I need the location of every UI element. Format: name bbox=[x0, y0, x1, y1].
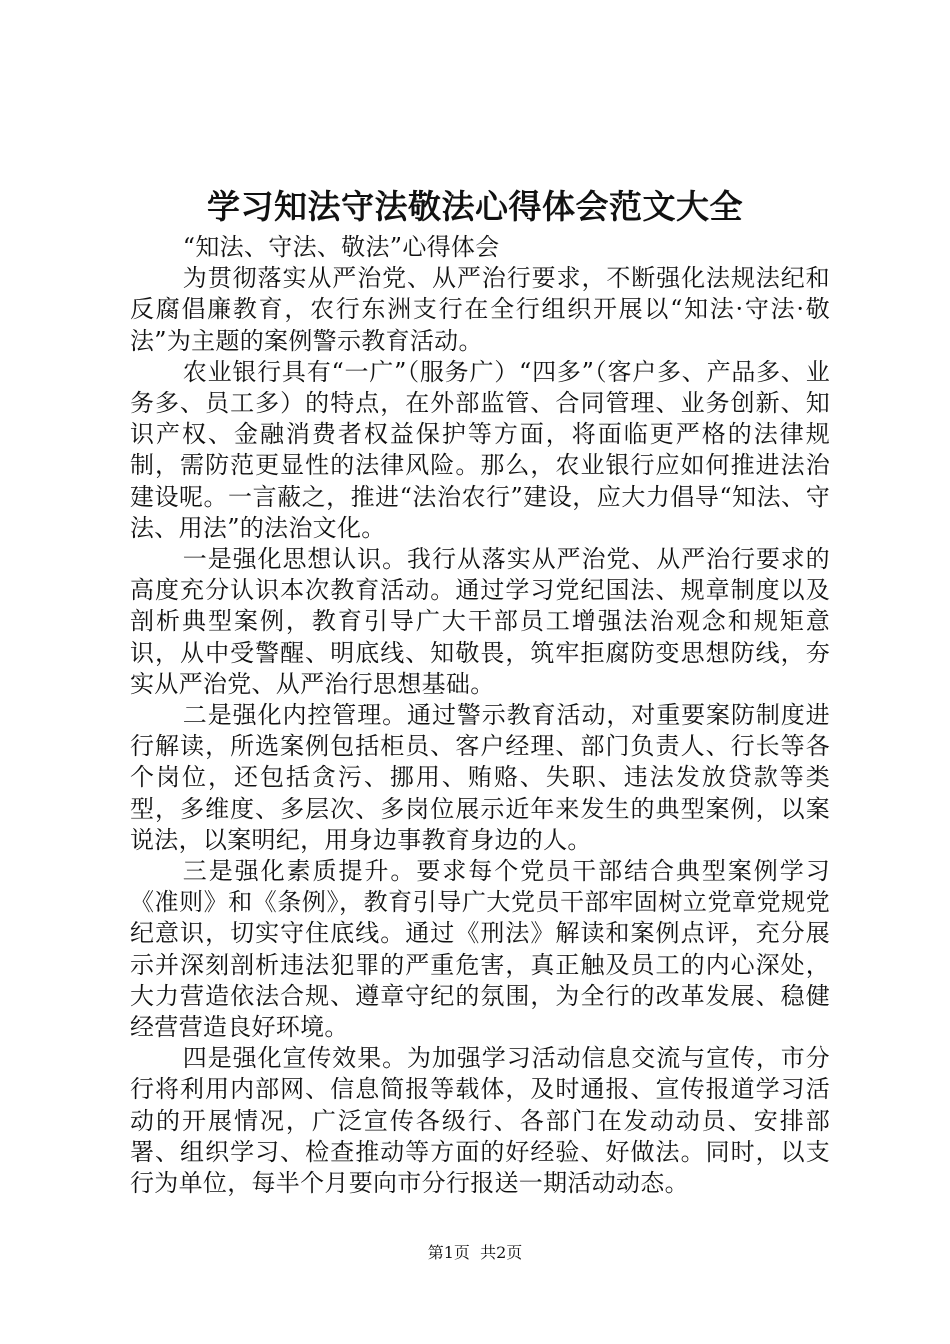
document-body bbox=[130, 232, 830, 1199]
paragraph-subtitle: “知法、守法、敬法”心得体会 bbox=[182, 233, 500, 261]
page-total: 共2页 bbox=[480, 1243, 523, 1262]
paragraph-intro: 为贯彻落实从严治党、从严治行要求，不断强化法规法纪和反腐倡廉教育，农行东洲支行在全行组织开展以“知法·守法·敬法”为主题的案例警示教育活动。 bbox=[130, 264, 830, 355]
paragraph-point-two: 二是强化内控管理。通过警示教育活动，对重要案防制度进行解读，所选案例包括柜员、客户经理、部门负责人、行长等各个岗位，还包括贪污、挪用、贿赂、失职、违法发放贷款等类型，多维度、多层次、多岗位展示近年来发生的典型案例，以案说法，以案明纪，用身边事教育身边的人。 bbox=[130, 701, 830, 854]
document-title: 学习知法守法敬法心得体会范文大全 bbox=[207, 187, 743, 226]
paragraph-point-four: 四是强化宣传效果。为加强学习活动信息交流与宣传，市分行将利用内部网、信息简报等载体，及时通报、宣传报道学习活动的开展情况，广泛宣传各级行、各部门在发动动员、安排部署、组织学习、检查推动等方面的好经验、好做法。同时，以支行为单位，每半个月要向市分行报送一期活动动态。 bbox=[130, 1044, 830, 1198]
paragraph-background: 农业银行具有“一广”（服务广）“四多”（客户多、产品多、业务多、员工多）的特点，在外部监管、合同管理、业务创新、知识产权、金融消费者权益保护等方面，将面临更严格的法律规制，需防范更显性的法律风险。那么，农业银行应如何推进法治建设呢。一言蔽之，推进“法治农行”建设，应大力倡导“知法、守法、用法”的法治文化。 bbox=[130, 357, 830, 542]
page-number: 第1页 bbox=[427, 1243, 470, 1262]
page-footer bbox=[0, 1242, 950, 1264]
paragraph-point-three: 三是强化素质提升。要求每个党员干部结合典型案例学习《准则》和《条例》，教育引导广大党员干部牢固树立党章党规党纪意识，切实守住底线。通过《刑法》解读和案例点评，充分展示并深刻剖析违法犯罪的严重危害，真正触及员工的内心深处，大力营造依法合规、遵章守纪的氛围，为全行的改革发展、稳健经营营造良好环境。 bbox=[130, 857, 830, 1042]
paragraph-point-one: 一是强化思想认识。我行从落实从严治党、从严治行要求的高度充分认识本次教育活动。通过学习党纪国法、规章制度以及剖析典型案例，教育引导广大干部员工增强法治观念和规矩意识，从中受警醒、明底线、知敬畏，筑牢拒腐防变思想防线，夯实从严治党、从严治行思想基础。 bbox=[130, 545, 830, 698]
